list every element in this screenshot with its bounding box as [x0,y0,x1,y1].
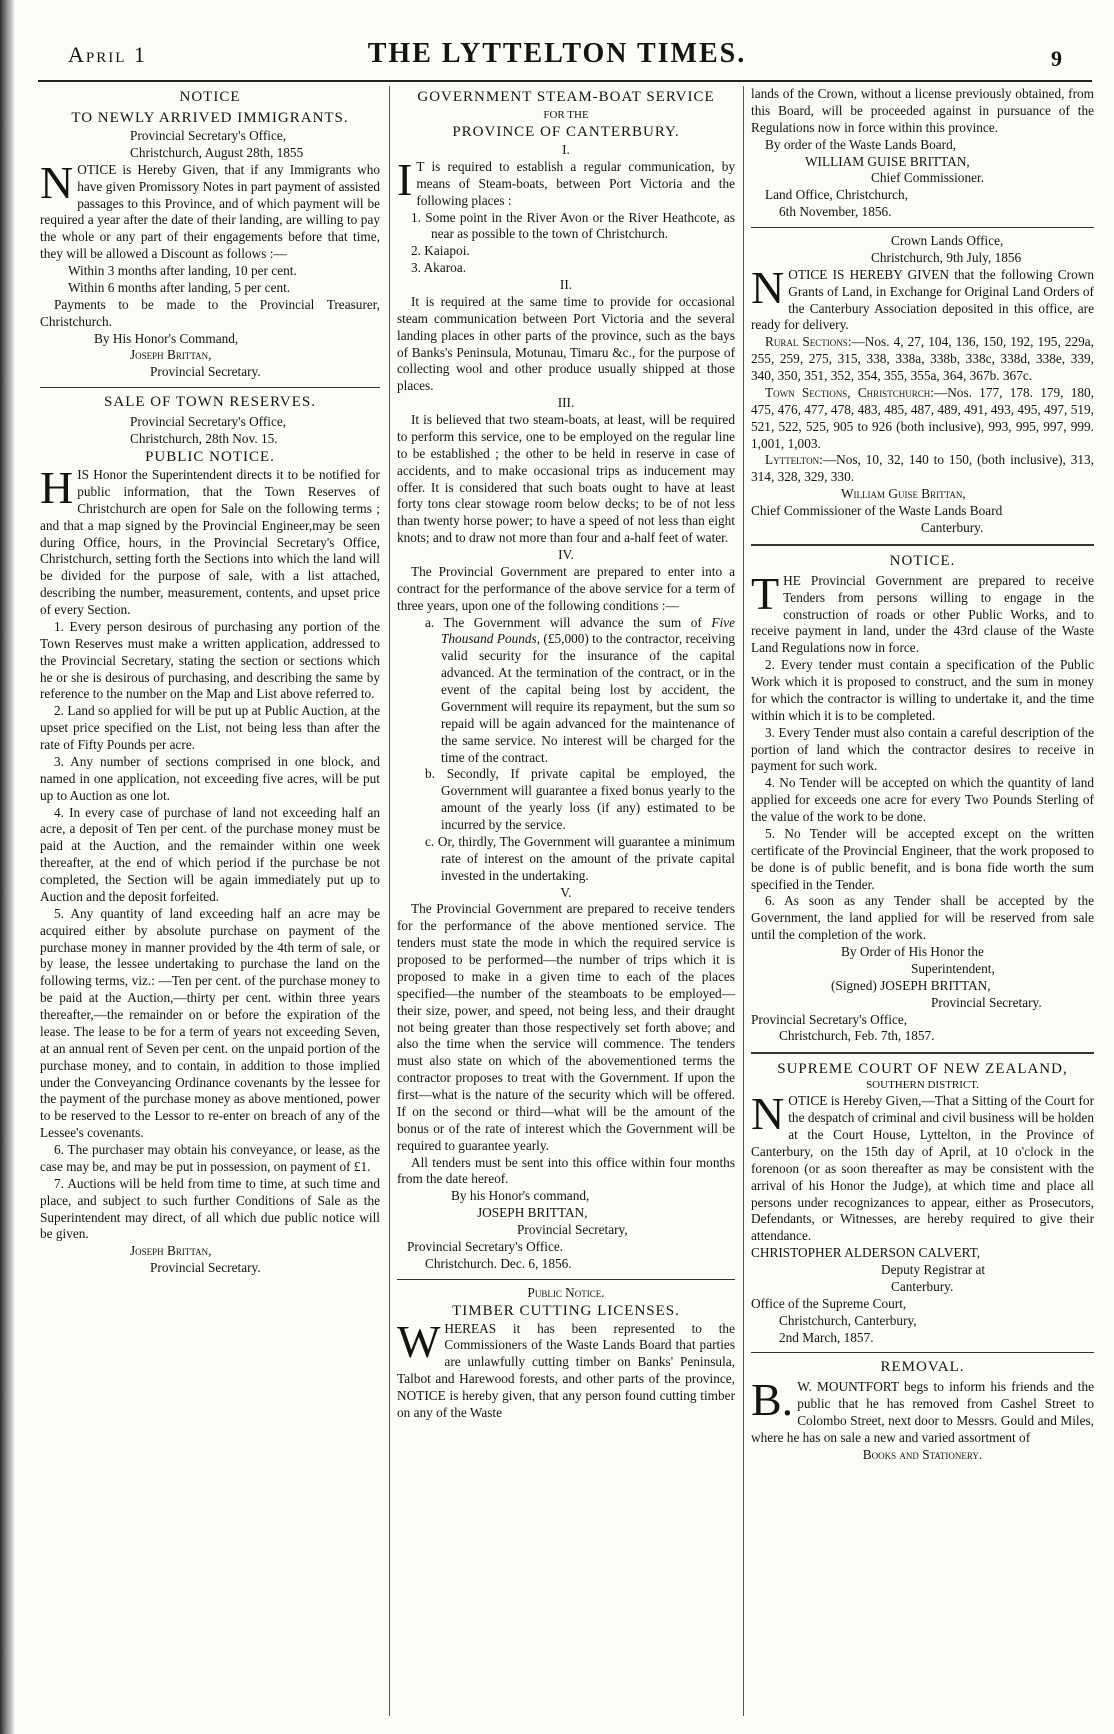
public-notice-label: Public Notice. [527,1284,605,1300]
term-4: 4. In every case of purchase of land not exceeding half an acre, a deposit of Ten per cent. of the purchase money must be paid at the Auction, and the remainder within one week thereafter, at the end of which period if the purchase be not completed, the Section will be again immediately put up to Auction and the deposit forfeited. [40,804,380,904]
drop-cap: W [397,1315,441,1367]
signer-title: Provincial Secretary, [517,1222,628,1238]
notice-body: NOTICE is Hereby Given,—That a Sitting of the Court for the despatch of criminal and civil business will be holden at the Court House, Lyttelton, in the Province of Canterbury, on the 15th day of April, at 10 o'clock in the forenoon (or as soon thereafter as may be consistent with the arrival of his Honor the Judge), at which time and place all persons under recognizances to appear, either as Prosecutors, Defendants, or Witnesses, are hereby required to give their attendance. [751,1088,1094,1244]
term-3: 3. Any number of sections comprised in one block, and named in one application, not exceeding five acres, will be put up to Auction as one lot. [40,753,380,803]
lyttelton-sections: Lyttelton:—Nos, 10, 32, 140 to 150, (both inclusive), 313, 314, 328, 329, 330. [751,452,1094,485]
issue-date: April 1 [68,42,147,67]
divider [751,544,1094,546]
notice-dateline: Christchurch, 9th July, 1856 [871,249,1022,265]
notice-public-works-tenders [751,552,1094,1046]
place-1: 1. Some point in the River Avon or the River Heathcote, as near as possible to the town of Christchurch. [411,209,735,242]
dateline: 6th November, 1856. [779,204,892,220]
signer-title: Deputy Registrar at [881,1262,986,1278]
command-line: By His Honor's Command, [94,330,239,346]
notice-timber-licenses [397,1285,735,1422]
notice-crown-grants [751,233,1094,537]
notice-steam-boat-service [397,88,735,1273]
order-line-2: Superintendent, [911,960,995,976]
notice-heading: REMOVAL. [880,1359,965,1376]
term-5: 5. Any quantity of land exceeding half an acre may be acquired either by absolute purchase on payment of the purchase money in manner provided by the 4th term of sale, or by lease, the lessee undertaking to purchase the land on the following terms, viz.: —Ten per cent. of the purchase money to be paid at the Auction,—thirty per cent. within three years thereafter,—the remainder on or before the expiration of the lease. The lease to be for a term of years not exceeding Seven, at an annual rent of Seven per cent. on the unpaid portion of the purchase money, and to contain, in addition to those implied under the Conveyancing Ordinance covenants by the lessee for the payment of the purchase money as above mentioned, power to be reserved to the Lessor to re-enter on breach of any of the Lessee's covenants. [40,905,380,1141]
signer-title: Chief Commissioner of the Waste Lands Board [751,503,1003,518]
section-3-text: It is believed that two steam-boats, at least, will be required to perform this service, one to be employed on the regular line to be established ; the other to be held in reserve in case of accidents, and to make occasional trips as inducement may offer. It is considered that such boats ought to have at least forty tons clear stowage room below decks; to be of not less than twenty horse power; to have a speed of not less than eight knots; and to draw not more than four and a-half feet of water. [397,412,735,546]
column-rule-2 [743,86,744,1716]
notice-office: Crown Lands Office, [891,233,1004,248]
notice-subheading: TO NEWLY ARRIVED IMMIGRANTS. [71,110,349,127]
dateline: Christchurch, Canterbury, [779,1312,917,1328]
notice-subheading: PUBLIC NOTICE. [145,449,275,466]
column-1 [40,86,380,1716]
signer-name: Joseph Brittan, [130,347,212,363]
tender-deadline: All tenders must be sent into this office within four months from the date hereof. [397,1154,735,1187]
page-number: 9 [1051,46,1062,71]
divider [397,1279,735,1280]
notice-heading: NOTICE [179,89,241,105]
signer-title: Chief Commissioner. [871,170,985,186]
drop-cap: N [751,1088,785,1140]
discount-rate-2: Within 6 months after landing, 5 per cent. [68,279,291,295]
signer-name: Joseph Brittan, [130,1243,212,1259]
term-2: 2. Land so applied for will be put up at Public Auction, at the upset price specified on the List, not being less than after the rate of Fifty Pounds per acre. [40,703,380,753]
town-sections: Town Sections, Christchurch:—Nos. 177, 178. 179, 180, 475, 476, 477, 478, 483, 485, 487, 489, 491, 493, 495, 497, 519, 521, 522, 525, 905 to 926 (both inclusive), 993, 995, 997, 999. 1,001, 1,003. [751,384,1094,451]
notice-body: B. W. MOUNTFORT begs to inform his friends and the public that he has removed from Cashel Street to Colombo Street, next door to Messrs. Gould and Miles, where he has on sale a new and varied assortment of [751,1374,1094,1446]
office-line: Provincial Secretary's Office. [407,1238,564,1254]
signer-title: Provincial Secretary. [931,994,1042,1010]
section-numeral: IV. [558,547,574,563]
drop-cap: N [40,156,74,208]
tender-term-4: 4. No Tender will be accepted on which the quantity of land applied for exceeds one acre for every Two Pounds Sterling of the value of the work to be done. [751,775,1094,825]
order-line: By order of the Waste Lands Board, [765,136,957,152]
section-numeral: III. [557,395,575,411]
signer-name: (Signed) JOSEPH BRITTAN, [831,977,991,993]
district-label: SOUTHERN DISTRICT. [866,1079,979,1092]
office-line: Land Office, Christchurch, [765,187,909,203]
section-numeral: V. [560,884,572,900]
section-4-text: The Provincial Government are prepared to enter into a contract for the performance of the above service for a term of three years, upon one of the following conditions :— [397,563,735,613]
drop-cap: H [40,462,74,514]
notice-dateline: Christchurch, August 28th, 1855 [130,144,304,160]
place-line: Canterbury. [891,1278,954,1294]
newspaper-title: THE LYTTELTON TIMES. [367,38,747,69]
notice-office: Provincial Secretary's Office, [130,414,287,430]
section-1-text: I T is required to establish a regular communication, by means of Steam-boats, between Port Victoria and the following places : [397,153,735,208]
notice-heading: SALE OF TOWN RESERVES. [104,394,316,411]
tender-term-6: 6. As soon as any Tender shall be accepted by the Government, the land applied for will be reserved from sale until the completion of the work. [751,893,1094,943]
notice-body: NOTICE is Hereby Given, that if any Immigrants who have given Promissory Notes in part payment of assisted passages to this Province, and of which payment will be required a year after the date of their landing, are willing to pay the whole or any part of their engagements before that time, they will be allowed a Discount as follows :— [40,156,380,262]
command-line: By his Honor's command, [451,1188,590,1204]
signer-name: JOSEPH BRITTAN, [477,1205,588,1221]
notice-office: Provincial Secretary's Office, [130,128,287,144]
term-6: 6. The purchaser may obtain his conveyance, or lease, as the case may be, and may be put in possession, on payment of £1. [40,1142,380,1174]
section-numeral: I. [562,142,570,158]
signer-name: William Guise Brittan, [841,486,966,502]
place-line: Canterbury. [921,519,984,535]
drop-cap: T [751,567,780,619]
notice-immigrants [40,88,380,381]
masthead-rule [38,80,1092,82]
term-7: 7. Auctions will be held from time to time, at such time and place, and subject to such further Conditions of Sale as the Superintendent may direct, of all which due public notice will be given. [40,1175,380,1242]
divider [40,387,380,388]
place-2: 2. Kaiapoi. [411,243,470,259]
goods-line: Books and Stationery. [862,1446,983,1462]
column-2 [397,86,735,1716]
rural-sections: Rural Sections:—Nos. 4, 27, 104, 136, 150, 192, 195, 229a, 255, 259, 275, 315, 338, 338a, 338b, 338c, 338d, 338e, 339, 340, 350, 351, 352, 354, 355, 355a, 364, 367b. 367c. [751,334,1094,383]
section-2-text: It is required at the same time to provide for occasional steam communication between Port Victoria and the several landing places in other parts of the province, such as the bays of Banks's Peninsula, Motunau, Timaru &c., for the purpose of collecting wool and other produce usually shipped at those places. [397,293,735,394]
notice-body: NOTICE IS HEREBY GIVEN that the following Crown Grants of Land, in Exchange for Original Land Orders of the Canterbury Association deposited in this office, are ready for delivery. [751,261,1094,333]
notice-body: THE Provincial Government are prepared to receive Tenders from persons willing to engage in the construction of roads or other Public Works, and to receive payment in land, under the 43rd clause of the Waste Land Regulations now in force. [751,567,1094,656]
dateline: Christchurch, Feb. 7th, 1857. [779,1028,935,1044]
notice-removal [751,1358,1094,1463]
drop-cap: I [397,153,413,205]
discount-rate-1: Within 3 months after landing, 10 per cent. [68,263,297,279]
for-the: FOR THE [543,109,589,122]
masthead [0,0,1114,76]
notice-heading: TIMBER CUTTING LICENSES. [452,1302,680,1319]
office-line: Provincial Secretary's Office, [751,1011,908,1027]
column-rule-1 [389,86,390,1716]
section-5-text: The Provincial Government are prepared to receive tenders for the performance of the above mentioned service. The tenders must state the mode in which the required service is proposed to be performed—the number of trips which it is proposed to make in a given time to each of the places specified—the number of the steamboats to be employed—their size, power, and speed, not being less, and their draught not being greater than those respectively set forth above; and also the time when the service will commence. The tenders must also state on which of the abovementioned terms the contractor proposes to treat with the Government. If upon the first—what is the nature of the security which will be offered. If on the second or third—what will be the amount of the bonus or of the rate of interest which the Government will be required to guarantee yearly. [397,901,735,1153]
notice-intro: HIS Honor the Superintendent directs it to be notified for public information, that the Town Reserves of Christchurch are open for Sale on the following terms ; and that a map signed by the Provincial Engineer,may be seen during Office, hours, in the Provincial Secretary's Office, Christchurch, setting forth the Sections into which the land will be divided for the purpose of sale, with a list attached, describing the number, measurement, contents, and upset price of every Section. [40,462,380,618]
notice-dateline: Christchurch, 28th Nov. 15. [130,431,278,447]
notice-supreme-court [751,1060,1094,1346]
signer-name: WILLIAM GUISE BRITTAN, [805,153,970,169]
tender-term-3: 3. Every Tender must also contain a careful description of the portion of land which the contractor desires to receive in payment for such work. [751,724,1094,774]
dateline-2: 2nd March, 1857. [779,1329,874,1345]
tender-term-5: 5. No Tender will be accepted except on the written certificate of the Provincial Engineer, that the work proposed to be done is of public benefit, and is bona fide worth the sum specified in the Tender. [751,825,1094,892]
tender-term-2: 2. Every tender must contain a specification of the Public Work which it is proposed to construct, and the sum in money for which the contractor is willing to undertake it, and the time within which it is to be completed. [751,657,1094,723]
signer-title: Provincial Secretary. [150,1260,261,1276]
page-edge-shadow [0,0,14,1734]
dateline: Christchurch. Dec. 6, 1856. [425,1255,572,1271]
province-heading: PROVINCE OF CANTERBURY. [452,124,680,141]
condition-c: c. Or, thirdly, The Government will guarantee a minimum rate of interest on the amount of the private capital invested in the undertaking. [425,833,735,883]
office-line: Office of the Supreme Court, [751,1295,907,1311]
payments-note: Payments to be made to the Provincial Treasurer, Christchurch. [40,296,380,329]
drop-cap: N [751,261,785,313]
condition-a: a. The Government will advance the sum of Five Thousand Pounds, (£5,000) to the contractor, receiving valid security for the insurance of the capital advanced. At the termination of the contract, or in the event of the capital being lost by accident, the Government will require its repayment, but the sum so repaid will be again advanced for the maintenance of the same service. No interest will be charged for the time of the contract. [425,614,735,765]
signer-title: Provincial Secretary. [150,364,261,380]
notice-timber-continued [751,86,1094,221]
signer-name: CHRISTOPHER ALDERSON CALVERT, [751,1245,981,1261]
divider [751,1352,1094,1353]
notice-heading: GOVERNMENT STEAM-BOAT SERVICE [417,89,715,105]
condition-b: b. Secondly, If private capital be employed, the Government will guarantee a fixed bonus yearly to the amount of the yearly loss (if any) estimated to be incurred by the service. [425,766,735,833]
divider [751,1052,1094,1054]
drop-cap: B. [751,1374,794,1426]
notice-heading: SUPREME COURT OF NEW ZEALAND, [777,1061,1068,1078]
column-3 [751,86,1094,1716]
notice-town-reserves [40,393,380,1277]
continued-text: lands of the Crown, without a license previously obtained, from this Board, will be proceeded against in pursuance of the Regulations now in force within this province. [751,86,1094,135]
section-numeral: II. [559,277,573,293]
divider [751,227,1094,228]
notice-heading: NOTICE. [889,552,956,569]
order-line: By Order of His Honor the [841,944,984,960]
term-1: 1. Every person desirous of purchasing any portion of the Town Reserves must make a written application, addressed to the Provincial Secretary, stating the section or sections which he or she is desirous of purchasing, and describing the same by reference to the number on the Map and List above referred to. [40,618,380,702]
place-3: 3. Akaroa. [411,260,467,276]
notice-body: WHEREAS it has been represented to the Commissioners of the Waste Lands Board that parties are unlawfully cutting timber on Banks' Peninsula, Talbot and Harewood forests, and other parts of the province, NOTICE is hereby given, that any person found cutting timber on any of the Waste [397,1315,735,1420]
